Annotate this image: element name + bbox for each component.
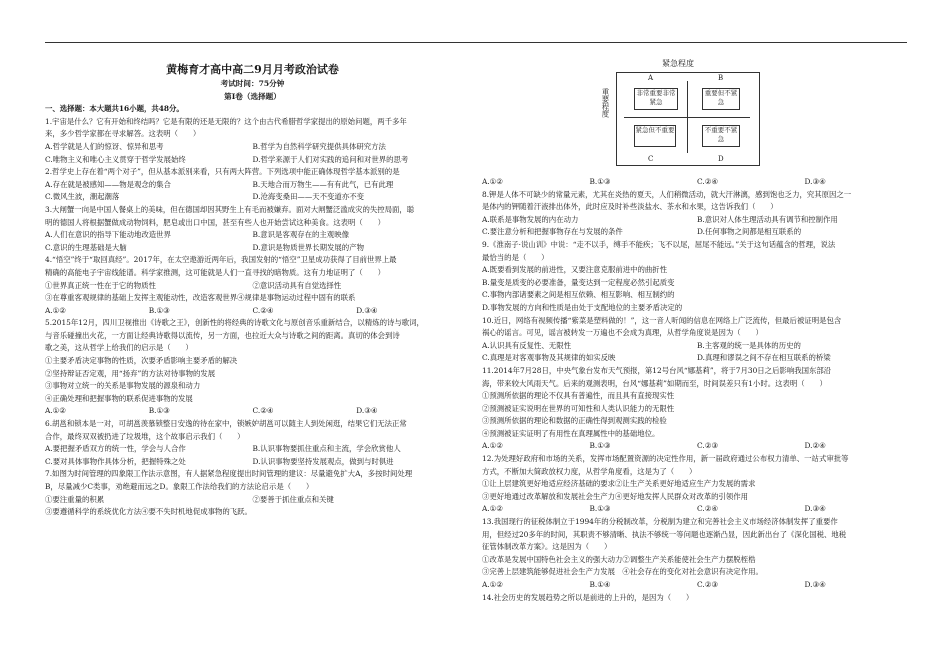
question-line: 来，多少哲学家都在寻求解答。这表明（ ） [45,129,201,139]
option-row [482,214,912,227]
question-line: ④预测被证实证明了有用性在真理属性中的基础地位。 [482,428,660,438]
option: D.意识是物质世界长期发展的产物 [252,242,364,252]
option: C.②④ [252,305,274,315]
option: D.③④ [804,504,826,514]
option: D.③④ [804,580,826,589]
option: B.哲学为自然科学研究提供具体研究方法 [252,141,386,151]
option-row [45,141,460,154]
question-line: 5.2015年12月，四川卫视推出《诗歌之王》，创新性的将经典的诗歌文化与原创音乐重新结合，以精炼的诗与歌词， [45,318,424,328]
option: C.要注意分析和把握事物存在与发展的条件 [482,227,623,237]
question-line: 3.大闸蟹一向是中国人餐桌上的美味，但在德国却因其野生上有毛而被嫌弃。面对大闸蟹泛滥成灾的失控局面，聪 [45,204,415,214]
option: D.任何事物之间都是相互联系的 [697,227,802,237]
question-line: ③完善上层建筑能够促进社会生产力发展 ④社会存在的变化对社会意识有决定作用。 [482,567,763,577]
question-line: C.事物内部诸要素之间是相互依赖、相互影响、相互制约的 [482,290,675,300]
quadrant-important-urgent: 非常重要非常紧急 [634,88,678,110]
quadrant-not-important-not-urgent: 不重要不紧急 [702,125,740,147]
right-column [482,176,912,604]
option-row [45,179,460,192]
quadrant-urgent-not-important: 紧急但不重要 [634,125,676,147]
question-line: 合作，最终双双被扔进了垃圾堆，这个故事启示我们（ ） [45,431,245,441]
time-management-quadrant-diagram [600,58,760,168]
option-row [45,405,460,418]
option: B.①④ [589,580,611,589]
question-line: 4.“悟空”终于“取回真经”。2017年，在太空遨游近两年后，我国发射的“悟空”卫星成功获得了目前世界上最 [45,255,397,265]
question-line: 10.近日，网络有视频传播“紫菜是塑料做的！”，这一音人听闻的信息在网络上广泛流传，但最后被证明是包含 [482,315,842,325]
question-line: 1.宇宙是什么？它有开始和终结吗？它是有限的还是无限的？这个由古代希腊哲学家提出的原始问题，两千多年 [45,116,407,126]
option-row [45,443,460,456]
question-line: 14.社会历史的发展趋势之所以是前进的上升的，是因为（ ） [482,592,694,602]
option: C.要对具体事物作具体分析，把握特殊之处 [45,456,186,466]
option: C.唯物主义和唯心主义贯穿于哲学发展始终 [45,154,186,164]
option-row [45,229,460,242]
question-line: ②坚持辩证否定观，用“扬弃”的方法对待事物的发展 [45,368,216,378]
question-line: ③要遵循科学的系统优化方法④要不失时机地促成事物的飞跃。 [45,507,252,517]
option: ②意识活动具有自觉选择性 [252,280,342,290]
option: C.微风生波，潮起潮落 [45,192,120,202]
corner-label: D [718,155,724,163]
option: D.③④ [804,177,826,186]
option-row [45,191,460,204]
option: B.主客观的统一是具体的历史的 [697,340,801,350]
section-heading: 一、选择题：本大题共16小题，共48分。 [45,104,184,114]
question-line: ①预测所依据的理论不仅具有普遍性，而且具有直接现实性 [482,391,675,401]
question-line: 11.2014年7月28日，中央气象台发布天气预报，第12号台风“娜基莉”，将于7月30日之后影响我国东部沿 [482,365,832,375]
question-line: 海，带来较大风雨天气。后来的观测表明，台风“娜基莉”如期而至，时间误差只有1小时。这表明（ ） [482,378,827,388]
option: A.①② [482,504,503,514]
option: B.意识是客观存在的主观映像 [252,230,349,240]
option: ①世界真正统一性在于它的物质性 [45,280,156,290]
exam-title: 黄梅育才高中高二9月月考政治试卷 [166,63,339,76]
option: C.真理是对客观事物及其规律的如实反映 [482,353,616,363]
option: D.③④ [356,406,378,416]
question-line: 最恰当的是（ ） [482,252,549,262]
question-line: 用，但经过20多年的时间，其职责不够清晰、执法不够统一等问题也逐渐凸显，因此新出台了《深化国税、地税 [482,529,847,539]
diagram-title: 紧急程度 [662,59,694,68]
question-line: 8.钾是人体不可缺少的常量元素，尤其在炎热的夏天，人们稍微活动，就大汗淋漓，感到饱也乏力，究其原因之一 [482,189,852,199]
option: B.认识事物要抓住重点和主流，学会欣赏他人 [252,444,401,454]
question-line: ③事物对立统一的关系是事物发展的源泉和动力 [45,381,201,391]
question-line: ②预测被证实说明在世界的可知性和人类认识能力的无限性 [482,403,675,413]
option: A.哲学就是人们的惊讶、惊异和思考 [45,141,164,151]
question-line: D.事物发展的方向和性质是由处于支配地位的主要矛盾决定的 [482,302,683,312]
option: B.①③ [589,441,611,451]
option: A.认识具有反复性、无限性 [482,340,571,350]
diagram-horizontal-divider [624,117,750,118]
option-row [45,305,460,318]
option: B.①③ [589,177,611,186]
option: D.哲学来源于人们对实践的追问和对世界的思考 [252,154,409,164]
question-line: ①主要矛盾决定事物的性质，次要矛盾影响主要矛盾的解决 [45,356,238,366]
option: ②要善于抓住重点和关键 [252,494,334,504]
option: C.②④ [697,504,718,514]
option-row [482,503,912,516]
diagram-axis-label: 重要程度 [601,88,610,118]
question-line: ①改革是发展中国特色社会主义的强大动力②调整生产关系能使社会生产力摆脱桎梏 [482,554,756,564]
question-line: ④正确处理和把握事物的联系促进事物的发展 [45,393,193,403]
question-line: B，尽量减少C类事，劝绝避而远之D。象限工作法给我们的方法论启示是（ ） [45,482,314,491]
option: D.③④ [356,305,378,315]
option-row [482,579,912,592]
option: A.人们在意识的指导下能动地改造世界 [45,230,171,240]
option-row [482,352,912,365]
diagram-frame [616,72,760,166]
option: C.②④ [252,406,274,416]
option-row [45,456,460,469]
question-line: A.既要看到发展的前进性，又要注意克服前进中的曲折性 [482,265,668,275]
corner-label: A [648,74,654,82]
option: D.认识事物要坚持发展观点，做到与时俱进 [252,456,394,466]
option: B.①③ [589,504,611,514]
option: A.联系是事物发展的内在动力 [482,214,579,224]
option-row [482,176,912,189]
question-line: 方式，不断加大简政放权力度，从哲学角度看，这是为了（ ） [482,466,697,476]
option: ①要注重量的积累 [45,494,105,504]
question-line: 2.哲学史上存在着“两个对子”，但从基本派别来看，只有两大阵营。下列选项中能正确体现哲学基本派别的是 [45,167,400,177]
option: A.①② [45,305,66,315]
question-line: 7.如图为时间管理的四象限工作法示意图，有人据紧急程度提出时间管理的建议：尽量避免扩大A，多按时间处理 [45,469,413,479]
option-row [45,242,460,255]
option: D.沧海变桑田——天不变道亦不变 [252,192,364,202]
option: C.②④ [697,177,718,186]
header-rule [45,42,907,43]
option: B.①③ [148,305,170,315]
question-line: ①让上层建筑更好地适应经济基础的要求②让生产关系更好地适应生产力发展的需求 [482,479,756,489]
option: C.②③ [697,580,718,589]
question-line: ③在尊重客观规律的基础上发挥主观能动性，改造客观世界④规律是事物运动过程中固有的联系 [45,293,356,303]
option-row [45,494,460,507]
question-line: ③预测所依据的理论和数据的正确性得到观测实践的检验 [482,416,667,426]
option-row [482,340,912,353]
option-row [482,226,912,239]
option: A.①② [482,580,503,589]
option: D.②④ [804,441,826,451]
option: A.①② [482,177,503,186]
corner-label: B [718,74,724,82]
option: A.要把握矛盾双方的统一性，学会与人合作 [45,444,186,454]
question-line: 13.我国现行的征税体制立于1994年的分税制改革，分税制为建立和完善社会主义市场经济体制发挥了重要作 [482,517,838,527]
option: D.真理和谬误之间不存在相互联系的桥梁 [697,353,831,363]
left-column [45,56,460,519]
option: B.天地合而万物生——有有此气，已有此理 [252,179,394,189]
exam-volume: 第Ⅰ卷（选择题） [224,91,281,101]
option: A.①② [45,406,66,416]
corner-label: C [648,155,654,163]
option-row [45,280,460,293]
question-line: 明的德国人将根据蟹做成动物饲料，肥皂或出口中国，甚至有些人也开始尝试这种美食。这表明（ ） [45,217,385,227]
quadrant-important-not-urgent: 重要但不紧急 [702,88,740,110]
question-line: 祸心的谣言。可见，谣言被转发一万遍也不会成为真理，从哲学角度说是因为（ ） [482,328,763,338]
question-line: ③更好地通过改革解放和发展社会生产力④更好地发挥人民群众对改革的引领作用 [482,491,749,501]
option: B.①③ [148,406,170,416]
question-line: 12.为处理好政府和市场的关系，发挥市场配置资源的决定性作用，新一届政府通过公布权力清单、一站式审批等 [482,454,849,464]
question-line: 征管体制改革方案》。这是因为（ ） [482,542,612,552]
question-line: 精确的高能电子宇宙线能谱。科学家推测，这可能就是人们一直寻找的暗物质。这有力地证明了（ ） [45,267,385,277]
option-row [45,154,460,167]
option: C.意识的生理基础是大脑 [45,242,127,252]
question-line: 9.《淮南子·说山训》中说：“走不以手，缚手不能疾；飞不以尾，屈尾不能远。”关于这句话蕴含的哲理，说法 [482,239,836,249]
exam-time: 考试时间：75分钟 [220,79,285,88]
option-row [482,440,912,453]
question-line: 是体内的钾随着汗液排出体外，此时应及时补些淡盐水、茶水和水果，这告诉我们（ ） [482,202,778,212]
question-line: B.量变是质变的必要准备，量变达到一定程度必然引起质变 [482,277,675,287]
option: A.①② [482,441,503,451]
question-line: 6.胡邕和锁本是一对，可胡邕羡慕锁整日安逸的待在家中，锁嫉妒胡邕可以随主人到处闲逛，结果它们无法正常 [45,419,407,429]
option: C.②③ [697,441,718,451]
question-line: 歌之美，这从哲学上给我们的启示是（ ） [45,343,193,353]
option: B.意识对人体生理活动具有调节和控制作用 [697,214,838,224]
option: A.存在就是被感知——物是观念的集合 [45,179,171,189]
question-line: 与音乐碰撞出火花，一方面让经典诗歌得以流传，另一方面，也拉近大众与诗歌之间的距离。真切的体会到诗 [45,330,400,340]
